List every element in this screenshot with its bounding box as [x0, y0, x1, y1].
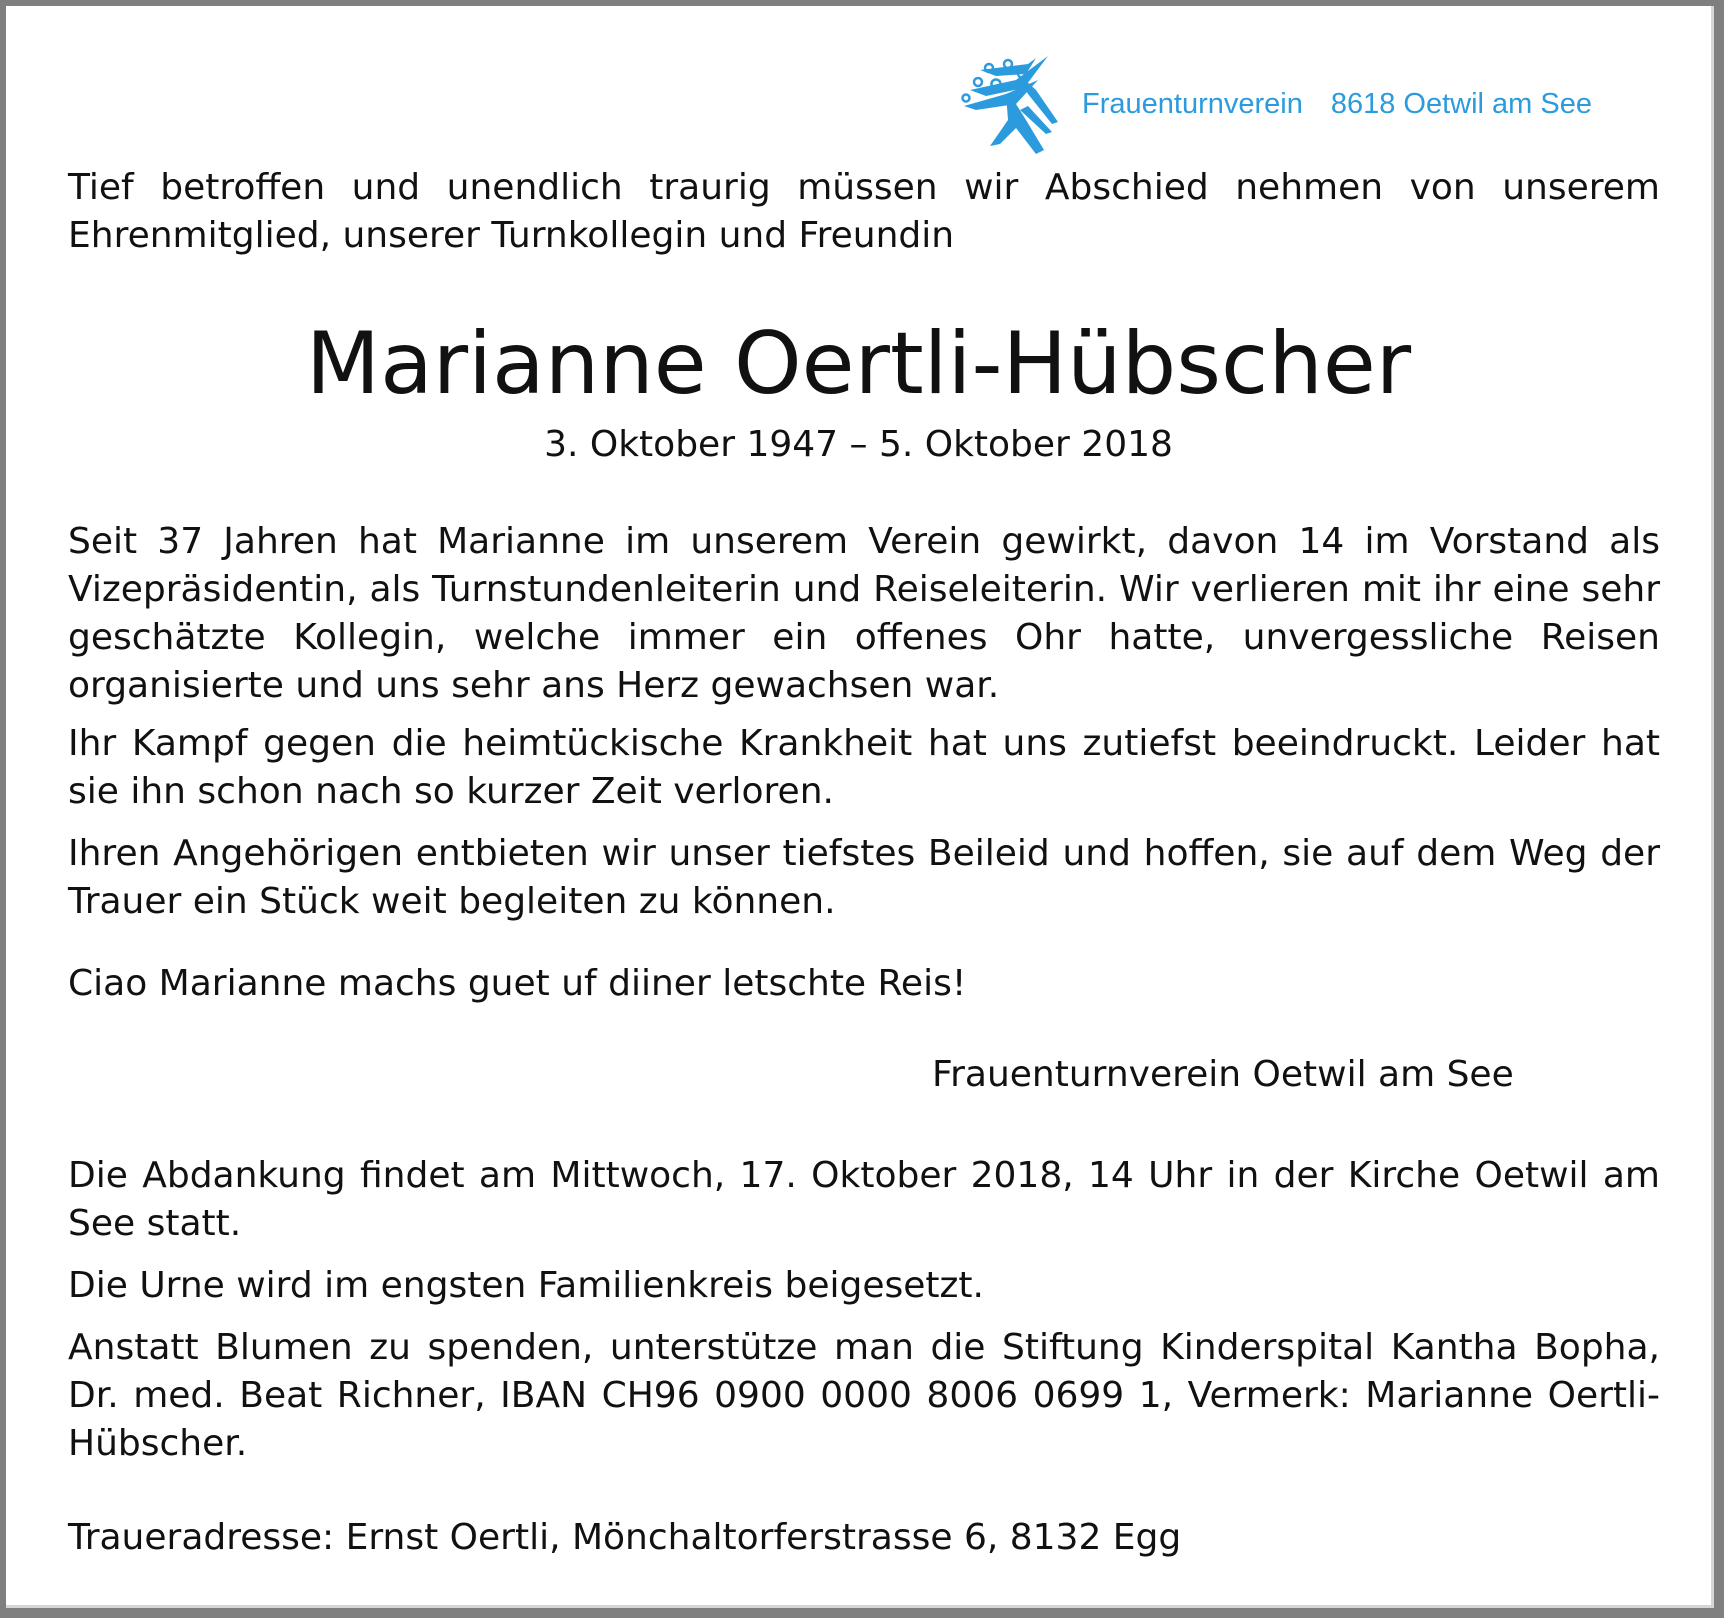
- body-paragraph-2: Ihr Kampf gegen die heimtückische Krankheit hat uns zutiefst beeindruckt. Leider hat sie ihn schon nach so kurzer Zeit verloren.: [68, 723, 1660, 812]
- body-paragraph-3: Ihren Angehörigen entbieten wir unser tiefstes Beileid und hoffen, sie auf dem Weg der Trauer ein Stück weit begleiten zu können.: [68, 833, 1660, 922]
- farewell-text: Ciao Marianne machs guet uf diiner letschte Reis!: [68, 963, 967, 1004]
- mourning-address: Traueradresse: Ernst Oertli, Mönchaltorferstrasse 6, 8132 Egg: [68, 1517, 1182, 1558]
- signature: Frauenturnverein Oetwil am See: [932, 1054, 1514, 1095]
- urn-notice: Die Urne wird im engsten Familienkreis beigesetzt.: [68, 1265, 984, 1306]
- deceased-dates: 3. Oktober 1947 – 5. Oktober 2018: [544, 424, 1173, 465]
- donation-notice: Anstatt Blumen zu spenden, unterstütze man die Stiftung Kinderspital Kantha Bopha, Dr. med. Beat Richner, IBAN CH96 0900 0000 8006 0699 1, Vermerk: Marianne Oertli-Hübscher.: [68, 1327, 1660, 1464]
- obituary-page: [6, 6, 1714, 1608]
- organization-location: 8618 Oetwil am See: [1330, 88, 1592, 120]
- gymnast-logo-icon: [956, 50, 1066, 160]
- body-paragraph-1: Seit 37 Jahren hat Marianne im unserem Verein gewirkt, davon 14 im Vorstand als Vizepräsidentin, als Turnstundenleiterin und Reiseleiterin. Wir verlieren mit ihr eine sehr geschätzte Kollegin, welche immer ein offenes Ohr hatte, unvergessliche Reisen organisierte und uns sehr ans Herz gewachsen war.: [68, 521, 1660, 706]
- deceased-name: Marianne Oertli-Hübscher: [305, 314, 1412, 414]
- organization-header: [1082, 88, 1620, 121]
- intro-text: Tief betroffen und unendlich traurig müssen wir Abschied nehmen von unserem Ehrenmitglied, unserer Turnkollegin und Freundin: [68, 167, 1660, 256]
- service-notice: Die Abdankung findet am Mittwoch, 17. Oktober 2018, 14 Uhr in der Kirche Oetwil am See statt.: [68, 1155, 1660, 1244]
- organization-name: Frauenturnverein: [1082, 88, 1303, 120]
